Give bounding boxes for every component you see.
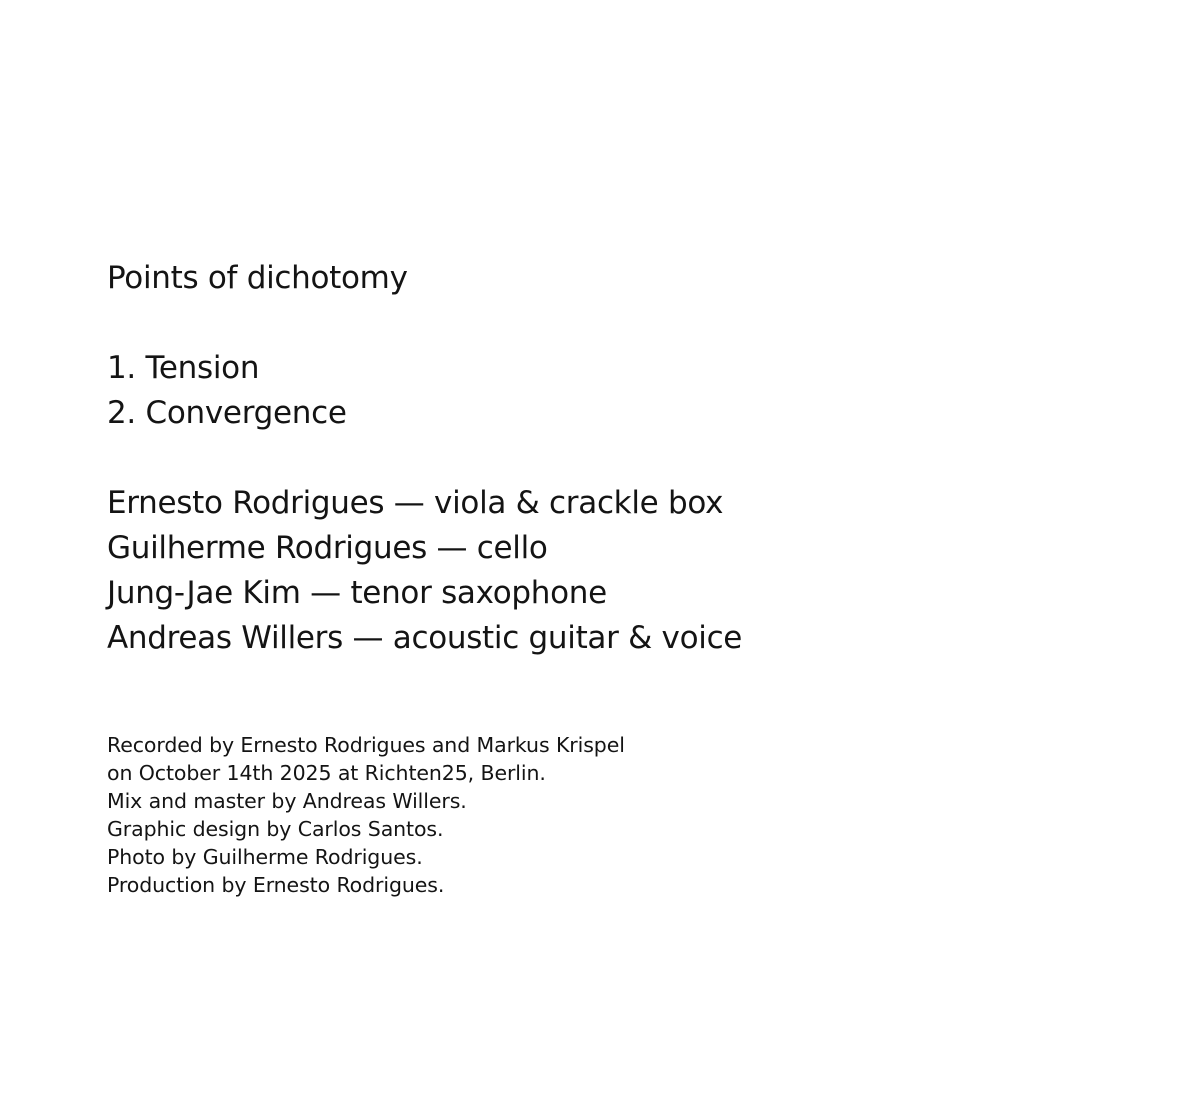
track-item: 2. Convergence	[107, 395, 347, 431]
credit-line: Production by Ernesto Rodrigues.	[107, 873, 445, 897]
credit-line: Mix and master by Andreas Willers.	[107, 789, 467, 813]
credit-line: Graphic design by Carlos Santos.	[107, 817, 444, 841]
credits-block	[107, 731, 625, 899]
musician-list	[107, 481, 742, 661]
credit-line: Recorded by Ernesto Rodrigues and Markus Krispel	[107, 733, 625, 757]
musician-item: Guilherme Rodrigues — cello	[107, 530, 548, 566]
album-title	[107, 256, 408, 301]
musician-item: Ernesto Rodrigues — viola & crackle box	[107, 485, 724, 521]
musician-item: Jung-Jae Kim — tenor saxophone	[107, 575, 607, 611]
album-title-text: Points of dichotomy	[107, 260, 408, 296]
musician-item: Andreas Willers — acoustic guitar & voice	[107, 620, 743, 656]
credit-line: Photo by Guilherme Rodrigues.	[107, 845, 423, 869]
credit-line: on October 14th 2025 at Richten25, Berlin.	[107, 761, 546, 785]
track-item: 1. Tension	[107, 350, 260, 386]
track-list	[107, 346, 347, 436]
